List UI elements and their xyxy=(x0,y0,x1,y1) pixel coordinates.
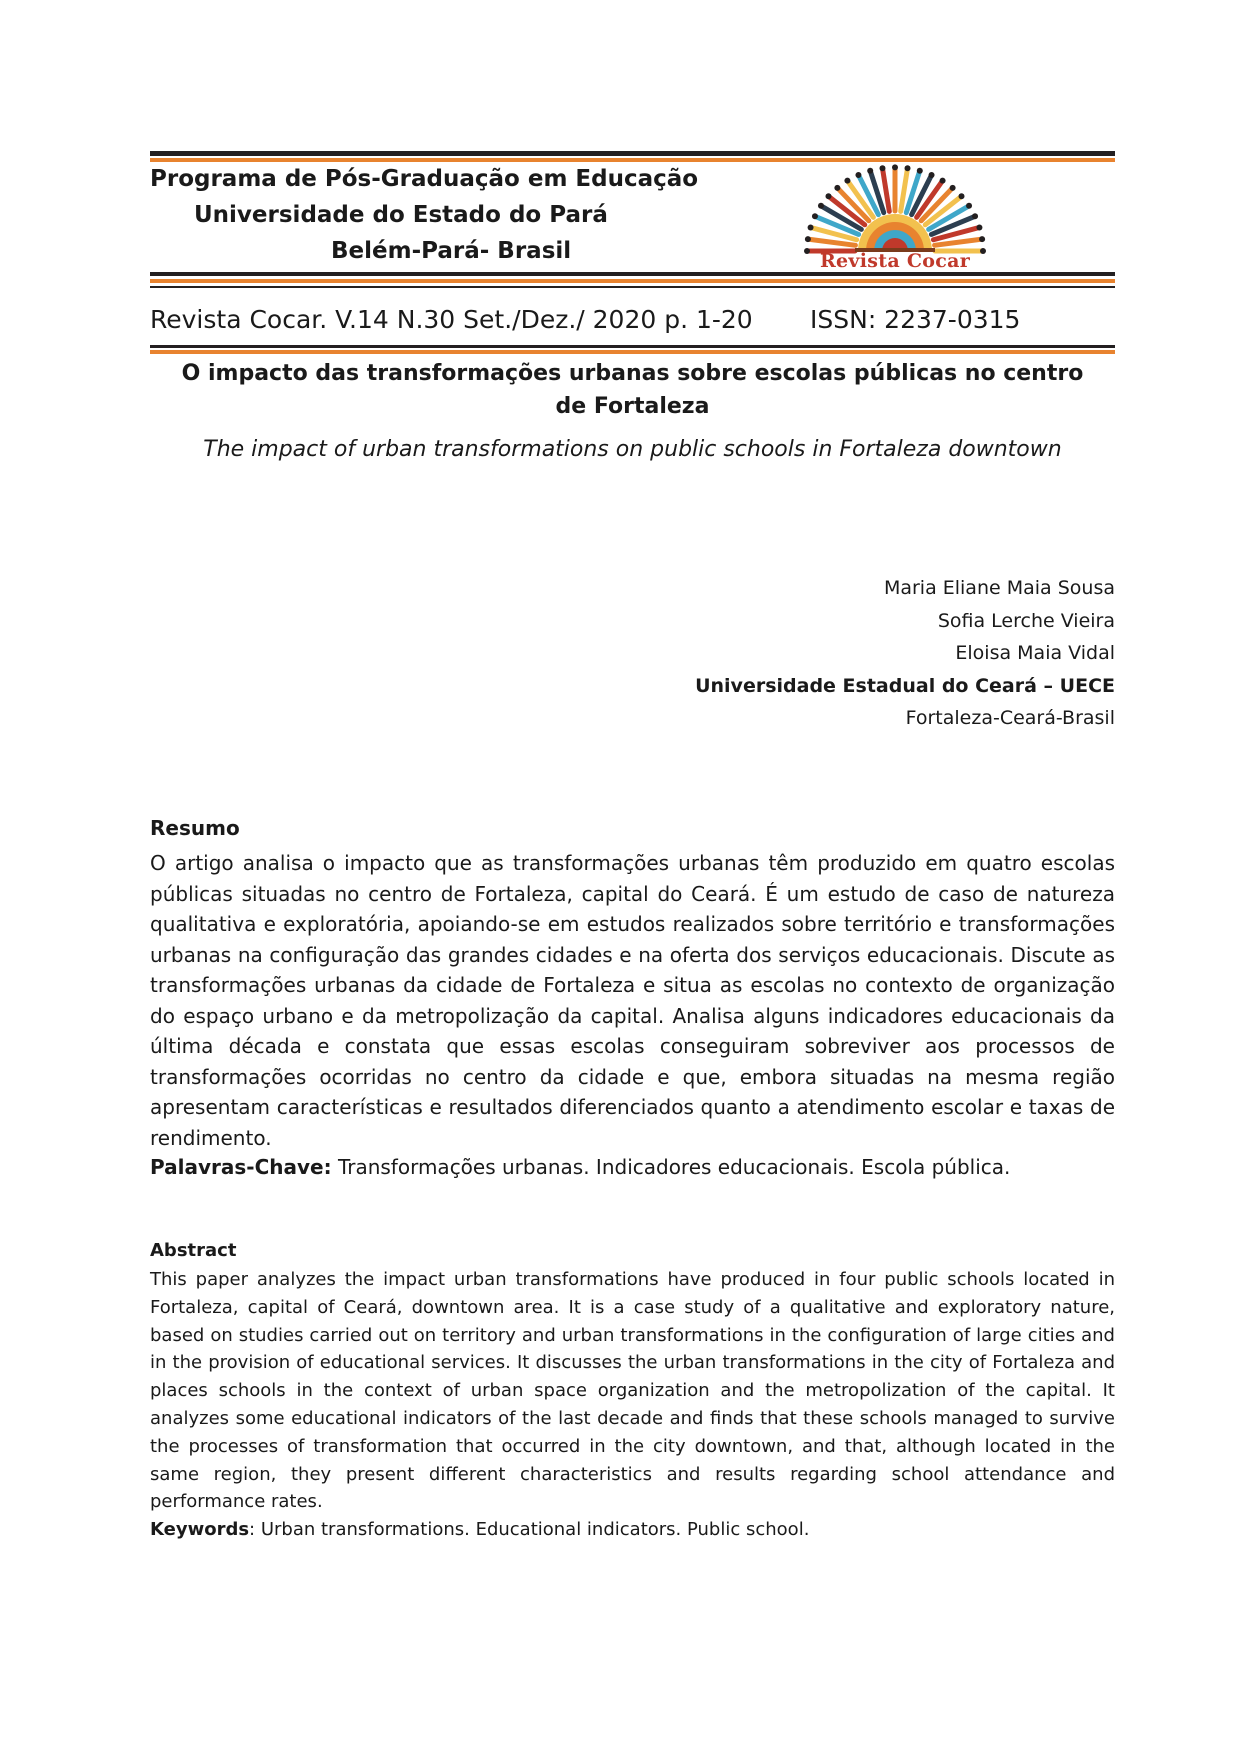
palavras-chave-text: Transformações urbanas. Indicadores educacionais. Escola pública. xyxy=(331,1155,1011,1179)
author-name: Maria Eliane Maia Sousa xyxy=(883,577,1115,599)
program-name: Programa de Pós-Graduação em Educação xyxy=(150,166,699,192)
author-name: Sofia Lerche Vieira xyxy=(937,609,1115,632)
logo-wordmark: Revista Cocar xyxy=(819,250,971,272)
author-affiliation: Universidade Estadual do Ceará – UECE xyxy=(695,674,1115,697)
author-city: Fortaleza-Ceará-Brasil xyxy=(905,707,1115,729)
header-bottom-rule xyxy=(150,345,1115,354)
abstract-text: This paper analyzes the impact urban transformations have produced in four public schools located in Fortaleza, capital of Ceará, downtown area. It is a case study of a qualitative and exploratory nature, based on studies carried out on territory and urban transformations in the configuration of large cities and in the provision of educational services. It discusses the urban transformations in the city of Fortaleza and places schools in the context of urban space organization and the metropolization of the capital. It analyzes some educational indicators of the last decade and finds that these schools managed to survive the processes of transformation that occurred in the city downtown, and that, although located in the same region, they present different characteristics and results regarding school attendance and performance rates. xyxy=(150,1269,1115,1513)
article-title: O impacto das transformações urbanas sobre escolas públicas no centro de Fortaleza xyxy=(181,361,1084,419)
article-title-english: The impact of urban transformations on public schools in Fortaleza downtown xyxy=(203,437,1062,462)
university-name: Universidade do Estado do Pará xyxy=(194,202,608,228)
resumo-text: O artigo analisa o impacto que as transformações urbanas têm produzido em quatro escolas públicas situadas no centro de Fortaleza, capital do Ceará. É um estudo de caso de natureza qualitativa e exploratória, apoiando-se em estudos realizados sobre território e transformações urbanas na configuração das grandes cidades e na oferta dos serviços educacionais. Discute as transformações urbanas da cidade de Fortaleza e situa as escolas no contexto de organização do espaço urbano e da metropolização da capital. Analisa alguns indicadores educacionais da última década e constata que essas escolas conseguiram sobreviver aos processos de transformações ocorridas no centro da cidade e que, embora situadas na mesma região apresentam características e resultados diferenciados quanto a atendimento escolar e taxas de rendimento. xyxy=(150,851,1115,1150)
header-middle-rule xyxy=(150,272,1115,288)
issue-info: Revista Cocar. V.14 N.30 Set./Dez./ 2020 p. 1-20 xyxy=(150,305,753,334)
keywords-text: : Urban transformations. Educational indicators. Public school. xyxy=(249,1519,810,1540)
resumo-heading: Resumo xyxy=(150,816,240,840)
issn: ISSN: 2237-0315 xyxy=(810,305,1021,334)
keywords xyxy=(150,1516,1115,1544)
palavras-chave-label: Palavras-Chave: xyxy=(150,1155,332,1179)
keywords-label: Keywords xyxy=(150,1519,250,1540)
author-block xyxy=(600,572,1115,735)
palavras-chave xyxy=(150,1152,1115,1182)
author-name: Eloisa Maia Vidal xyxy=(955,642,1115,664)
location: Belém-Pará- Brasil xyxy=(331,238,572,264)
abstract-heading: Abstract xyxy=(150,1240,237,1261)
